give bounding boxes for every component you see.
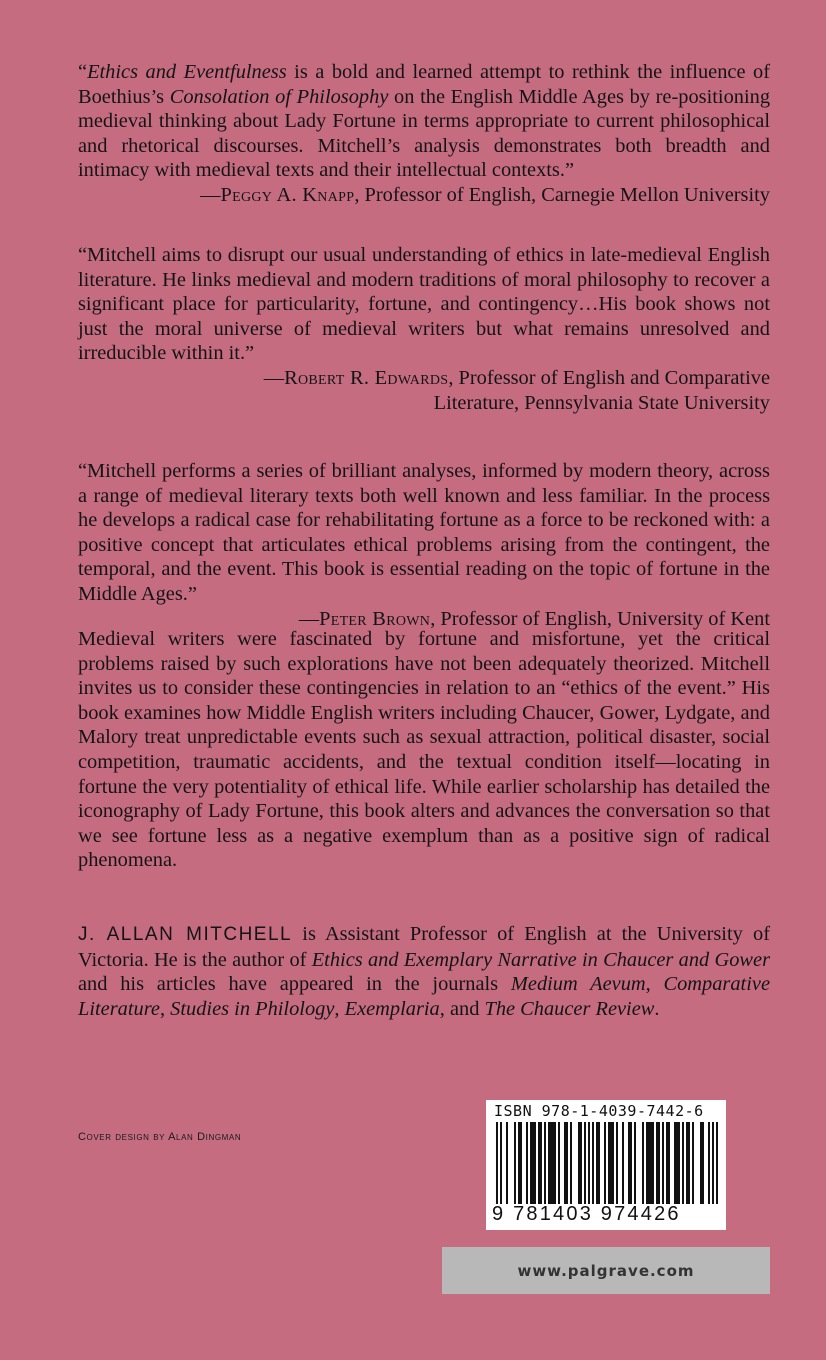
endorsement-knapp: [78, 60, 770, 208]
barcode-bar: [530, 1122, 536, 1204]
barcode-bar: [496, 1122, 498, 1204]
book-title: Ethics and Eventfulness: [87, 61, 287, 83]
barcode-bar: [558, 1122, 560, 1204]
barcode-bar: [674, 1122, 680, 1204]
barcode-bar: [662, 1122, 664, 1204]
barcode-bar: [666, 1122, 670, 1204]
barcode-bar: [634, 1122, 636, 1204]
barcode-bar: [604, 1122, 606, 1204]
barcode-bar: [716, 1122, 718, 1204]
quote-attribution: —Peggy A. Knapp, Professor of English, Carnegie Mellon University: [200, 183, 770, 206]
barcode-bar: [642, 1122, 644, 1204]
bio-text: J. ALLAN MITCHELL is Assistant Professor of English at the University of Victoria. He is the author of Ethics and Exemplary Narrative in Chaucer and Gower and his articles have appeared in the journals Medium Aevum, Comparative Literature, Studies in Philology, Exemplaria, and The Chaucer Review.: [78, 923, 771, 1020]
barcode-bar: [646, 1122, 654, 1204]
quote-attribution: —Robert R. Edwards, Professor of English and Comparative Literature, Pennsylvania State University: [263, 366, 770, 414]
barcode-bar: [708, 1122, 710, 1204]
barcode-bar: [570, 1122, 572, 1204]
quote-text: “Ethics and Eventfulness is a bold and learned attempt to rethink the influence of Boethius’s Consolation of Philosophy on the English Middle Ages by re-positioning medieval thinking about Lady Fortune in terms appropriate to current philosophical and rhetorical discourses. Mitchell’s analysis demonstrates both breadth and intimacy with medieval texts and their intellectual contexts.”: [78, 61, 771, 182]
quote-attribution: —Peter Brown, Professor of English, University of Kent: [298, 607, 770, 630]
barcode-bar: [622, 1122, 624, 1204]
endorser-name: Peggy A. Knapp: [220, 183, 355, 206]
barcode-bar: [712, 1122, 714, 1204]
barcode-bar: [682, 1122, 684, 1204]
barcode-bar: [544, 1122, 546, 1204]
barcode-bar: [656, 1122, 660, 1204]
barcode-bar: [686, 1122, 690, 1204]
barcode-bar: [700, 1122, 704, 1204]
publisher-website-box: [442, 1247, 770, 1294]
barcode-bar: [514, 1122, 516, 1204]
barcode-bar: [538, 1122, 542, 1204]
barcode-bar: [500, 1122, 502, 1204]
isbn-label: ISBN 978-1-4039-7442-6: [494, 1102, 704, 1120]
barcode-bar: [526, 1122, 528, 1204]
barcode-bar: [588, 1122, 590, 1204]
book-title: Consolation of Philosophy: [169, 85, 389, 108]
endorser-name: Robert R. Edwards: [284, 366, 449, 389]
barcode-bar: [564, 1122, 568, 1204]
description-text: Medieval writers were fascinated by fortune and misfortune, yet the critical problems raised by such explorations have not been adequately theorized. Mitchell invites us to consider these contingencies in relation to an “ethics of the event.” His book examines how Middle English writers including Chaucer, Gower, Lydgate, and Malory treat unpredictable events such as sexual attraction, political disaster, social competition, traumatic accidents, and the textual condition itself—locating in fortune the very potentiality of ethical life. While earlier scholarship has detailed the iconography of Lady Fortune, this book alters and advances the conversation so that we see fortune less as a negative exemplum than as a positive sign of radical phenomena.: [78, 628, 770, 872]
barcode-bar: [584, 1122, 586, 1204]
barcode-bar: [596, 1122, 600, 1204]
endorser-name: Peter Brown: [319, 607, 431, 630]
quote-text: “Mitchell performs a series of brilliant analyses, informed by modern theory, across a range of medieval literary texts both well known and less familiar. In the process he develops a radical case for rehabilitating fortune as a force to be reckoned with: a positive concept that articulates ethical problems arising from the contingent, the temporal, and the event. This book is essential reading on the topic of fortune in the Middle Ages.”: [78, 460, 770, 605]
publisher-website: www.palgrave.com: [517, 1261, 695, 1280]
quote-text: “Mitchell aims to disrupt our usual understanding of ethics in late-medieval English literature. He links medieval and modern traditions of moral philosophy to recover a significant place for particularity, fortune, and contingency…His book shows not just the moral universe of medieval writers but what remains unresolved and irreducible within it.”: [78, 244, 770, 365]
barcode-bar: [692, 1122, 694, 1204]
endorsement-edwards: [78, 243, 770, 415]
barcode-bar: [578, 1122, 582, 1204]
author-bio: [78, 922, 770, 1021]
barcode-bar: [506, 1122, 508, 1204]
barcode-bar: [628, 1122, 632, 1204]
book-description: [78, 627, 770, 873]
barcode-number: 9 781403 974426: [492, 1203, 681, 1225]
barcode-bar: [518, 1122, 522, 1204]
author-name: J. ALLAN MITCHELL: [78, 924, 293, 945]
barcode-bar: [592, 1122, 594, 1204]
endorsement-brown: [78, 459, 770, 631]
barcode-bars: [496, 1122, 718, 1204]
isbn-barcode: [486, 1100, 726, 1230]
barcode-bar: [548, 1122, 556, 1204]
barcode-bar: [608, 1122, 614, 1204]
cover-design-credit: Cover design by Alan Dingman: [78, 1131, 242, 1143]
barcode-bar: [616, 1122, 618, 1204]
